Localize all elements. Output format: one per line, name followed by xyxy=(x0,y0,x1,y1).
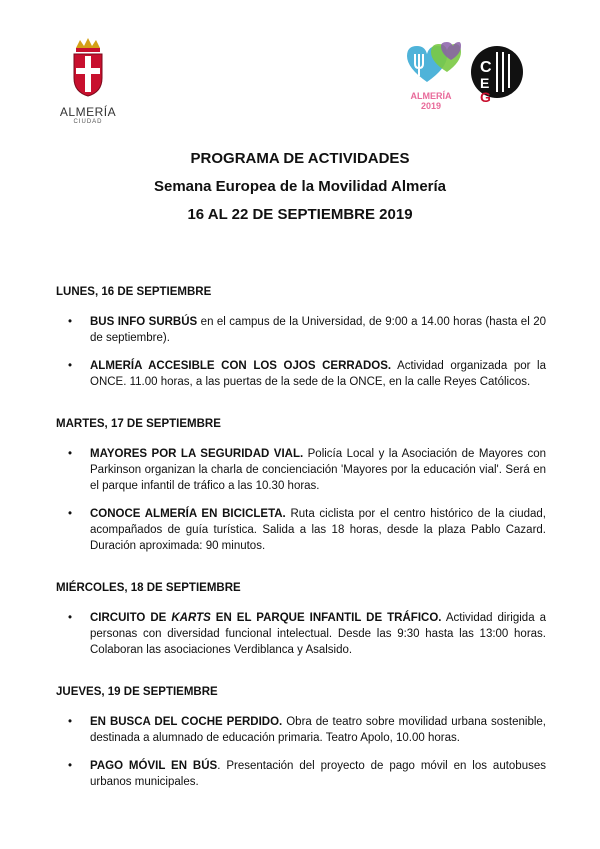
day-heading: LUNES, 16 DE SEPTIEMBRE xyxy=(56,286,212,298)
list-item xyxy=(68,506,546,554)
day-heading: JUEVES, 19 DE SEPTIEMBRE xyxy=(56,686,218,698)
svg-text:C: C xyxy=(480,59,492,76)
item-title-part: CIRCUITO DE xyxy=(90,612,172,624)
logo-sub-text: CIUDAD xyxy=(73,119,103,125)
list-item xyxy=(68,758,546,790)
title-line-2: Semana Europea de la Movilidad Almería xyxy=(153,178,447,195)
bullet-icon: • xyxy=(68,508,73,520)
item-title: CONOCE ALMERÍA EN BICICLETA. xyxy=(90,508,286,520)
city-crest-icon xyxy=(68,38,108,98)
item-text: Policía Local y la Asociación de Mayores con Parkinson organizan la charla de concienciación 'Mayores por la educación vial'. Será en el parque infantil de tráfico a las 10.30 horas. xyxy=(90,448,546,492)
item-title xyxy=(90,612,441,624)
hearts-icon xyxy=(401,42,461,86)
bullet-icon: • xyxy=(68,716,73,728)
capital-gastronomia-logo xyxy=(470,42,524,108)
svg-text:G: G xyxy=(480,89,491,105)
item-title-italic: KARTS xyxy=(171,612,211,624)
list-item xyxy=(68,358,546,390)
ceg-circle-icon xyxy=(470,42,524,108)
bullet-icon: • xyxy=(68,448,73,460)
item-text: Actividad organizada por la ONCE. 11.00 horas, a las puertas de la sede de la ONCE, en la calle Reyes Católicos. xyxy=(90,360,546,388)
item-text: Actividad dirigida a personas con diversidad funcional intelectual. Desde las 9:30 hasta las 13:00 horas. Colaboran las asociaciones Verdiblanca y Asalsido. xyxy=(90,612,546,656)
bullet-icon: • xyxy=(68,316,73,328)
svg-text:E: E xyxy=(480,75,490,91)
item-title: PAGO MÓVIL EN BÚS xyxy=(90,760,218,772)
list-item xyxy=(68,446,546,494)
title-line-3: 16 AL 22 DE SEPTIEMBRE 2019 xyxy=(187,206,413,223)
bullet-icon: • xyxy=(68,760,73,772)
day-heading: MARTES, 17 DE SEPTIEMBRE xyxy=(56,418,221,430)
logo-center-year: 2019 xyxy=(420,101,442,111)
item-title: EN BUSCA DEL COCHE PERDIDO. xyxy=(90,716,283,728)
almeria-ciudad-logo xyxy=(56,38,120,125)
item-text: . Presentación del proyecto de pago móvil en los autobuses urbanos municipales. xyxy=(90,760,546,788)
item-text: Ruta ciclista por el centro histórico de la ciudad, acompañados de guía turística. Salida a las 18 horas, desde la plaza Pablo Cazard. Duración aproximada: 90 minutos. xyxy=(90,508,546,552)
logo-city-text: ALMERÍA xyxy=(59,105,117,119)
item-title: BUS INFO SURBÚS xyxy=(90,316,198,328)
almeria-2019-logo xyxy=(400,42,462,112)
bullet-icon: • xyxy=(68,360,73,372)
list-item xyxy=(68,714,546,746)
item-title: MAYORES POR LA SEGURIDAD VIAL. xyxy=(90,448,304,460)
list-item xyxy=(68,314,546,346)
logo-center-name: ALMERÍA xyxy=(410,91,452,101)
item-title: ALMERÍA ACCESIBLE CON LOS OJOS CERRADOS. xyxy=(90,360,392,372)
bullet-icon: • xyxy=(68,612,73,624)
item-text: en el campus de la Universidad, de 9:00 a 14.00 horas (hasta el 20 de septiembre). xyxy=(90,316,546,344)
list-item xyxy=(68,610,546,658)
day-heading: MIÉRCOLES, 18 DE SEPTIEMBRE xyxy=(56,582,241,594)
title-line-1: PROGRAMA DE ACTIVIDADES xyxy=(190,150,410,167)
item-text: Obra de teatro sobre movilidad urbana sostenible, destinada a alumnado de educación primaria. Teatro Apolo, 10.00 horas. xyxy=(90,716,546,744)
item-title-part: EN EL PARQUE INFANTIL DE TRÁFICO. xyxy=(210,612,442,624)
